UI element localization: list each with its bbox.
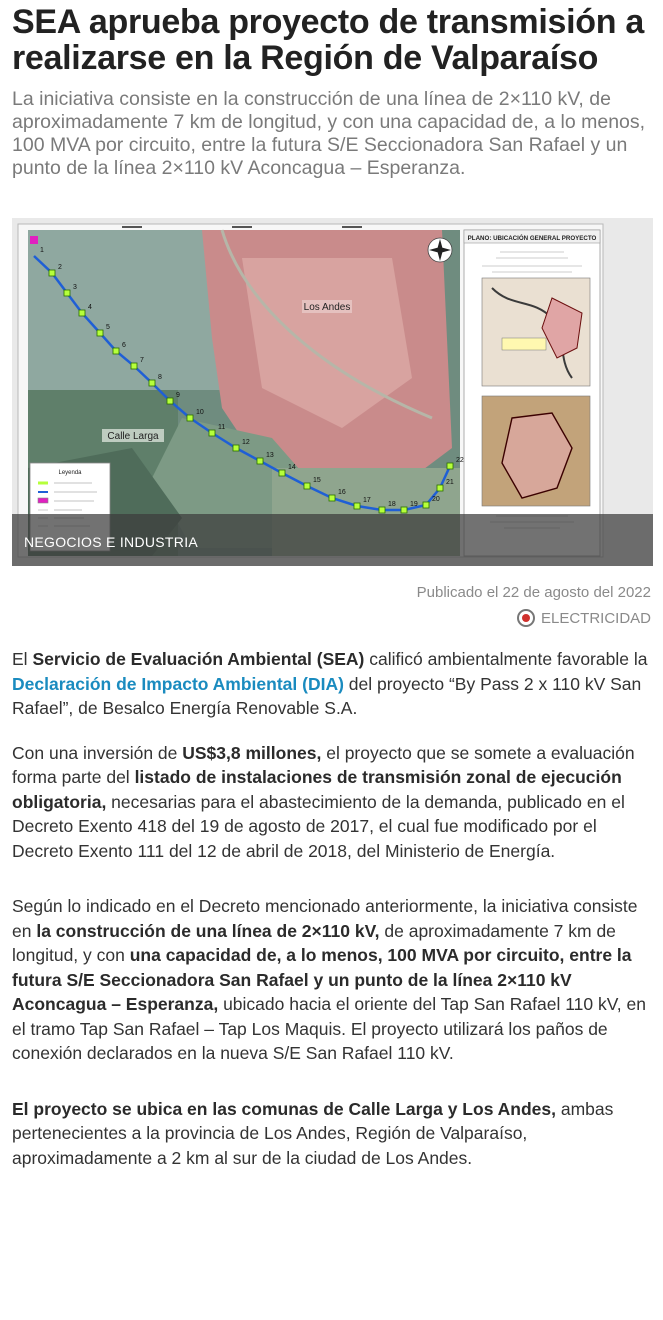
tower-number-label: 19 [410, 501, 418, 508]
tower-number-label: 13 [266, 452, 274, 459]
paragraph-1 [12, 647, 651, 721]
p4-bold-ubicacion: El proyecto se ubica en las comunas de Calle Larga y Los Andes, [12, 1098, 556, 1119]
p3-text-c: de aproximadamente 7 km de longitud, y con [12, 920, 616, 965]
tower-number-label: 6 [122, 342, 126, 349]
article-subtitle: La iniciativa consiste en la construcción de una línea de 2×110 kV, de aproximadamente 7 km de longitud, y con una capacidad de, a lo menos, 100 MVA por circuito, entre la futura S/E Seccionadora San Rafael y un punto de la línea 2×110 kV Aconcagua – Esperanza. [12, 88, 646, 179]
map-legend-title: Leyenda [58, 470, 82, 476]
p2-text-c: el proyecto que se somete a evaluación forma parte del [12, 742, 635, 787]
tower-number-label: 5 [106, 324, 110, 331]
hero-image[interactable] [12, 218, 653, 566]
tower-number-label: 16 [338, 489, 346, 496]
p2-bold-listado: listado de instalaciones de transmisión zonal de ejecución obligatoria, [12, 767, 622, 812]
paragraph-4 [12, 1097, 651, 1171]
tower-number-label: 10 [196, 409, 204, 416]
map-city-label: Los Andes [303, 302, 351, 313]
category-label[interactable]: NEGOCIOS E INDUSTRIA [24, 534, 199, 550]
p2-text-a: Con una inversión de [12, 742, 183, 763]
p3-bold-linea: la construcción de una línea de 2×110 kV, [36, 920, 380, 941]
tower-number-label: 7 [140, 357, 144, 364]
tower-number-label: 15 [313, 477, 321, 484]
tower-number-label: 8 [158, 374, 162, 381]
p3-text-a: Según lo indicado en el Decreto mencionado anteriormente, la iniciativa consiste en [12, 896, 638, 941]
p3-bold-capacidad: una capacidad de, a lo menos, 100 MVA por circuito, entre la futura S/E Seccionadora San Rafael y un punto de la línea 2×110 kV Aconcagua – Esperanza, [12, 945, 632, 1014]
map-town-label: Calle Larga [107, 431, 159, 442]
p3-text-e: ubicado hacia el oriente del Tap San Rafael 110 kV, en el tramo Tap San Rafael – Tap Los Maquis. El proyecto utilizará los paños de conexión declarados en la nueva S/E San Rafael 110 kV. [12, 994, 646, 1063]
paragraph-2 [12, 741, 651, 864]
p4-text-b: ambas pertenecientes a la provincia de Los Andes, Región de Valparaíso, aproximadamente a 2 km al sur de la ciudad de Los Andes. [12, 1098, 614, 1168]
tower-number-label: 4 [88, 304, 92, 311]
paragraph-3 [12, 894, 651, 1066]
p1-text-d: del proyecto “By Pass 2 x 110 kV San Rafael”, de Besalco Energía Renovable S.A. [12, 673, 642, 718]
tower-number-label: 18 [388, 501, 396, 508]
article-body [12, 647, 651, 1170]
dia-link[interactable]: Declaración de Impacto Ambiental (DIA) [12, 673, 344, 694]
article-title: SEA aprueba proyecto de transmisión a realizarse en la Región de Valparaíso [12, 3, 644, 77]
map-panel-title: PLANO: UBICACIÓN GENERAL PROYECTO [467, 235, 597, 242]
p1-text-c: calificó ambientalmente favorable la [364, 649, 648, 669]
tower-number-label: 3 [73, 284, 77, 291]
tower-number-label: 12 [242, 439, 250, 446]
p2-bold-inversion: US$3,8 millones, [182, 742, 322, 763]
tag-label[interactable]: ELECTRICIDAD [540, 609, 651, 627]
p2-text-e: necesarias para el abastecimiento de la demanda, publicado en el Decreto Exento 418 del 19 de agosto de 2017, el cual fue modificado por el Decreto Exento 111 del 12 de abril de 2018, del Ministerio de Energía. [12, 791, 625, 861]
electricity-tag-icon [517, 609, 535, 627]
p1-text-a: El [12, 649, 33, 669]
tower-number-label: 2 [58, 264, 62, 271]
tower-number-label: 1 [40, 247, 44, 254]
tower-number-label: 9 [176, 392, 180, 399]
tag-row[interactable] [12, 609, 651, 627]
tower-number-label: 14 [288, 464, 296, 471]
tower-number-label: 11 [218, 424, 226, 431]
published-date: Publicado el 22 de agosto del 2022 [416, 584, 651, 601]
tower-number-label: 20 [432, 496, 440, 503]
tower-number-label: 22 [456, 457, 464, 464]
tower-number-label: 21 [446, 479, 454, 486]
tower-number-label: 17 [363, 497, 371, 504]
article-page [0, 4, 663, 1170]
p1-bold-sea: Servicio de Evaluación Ambiental (SEA) [32, 649, 365, 669]
